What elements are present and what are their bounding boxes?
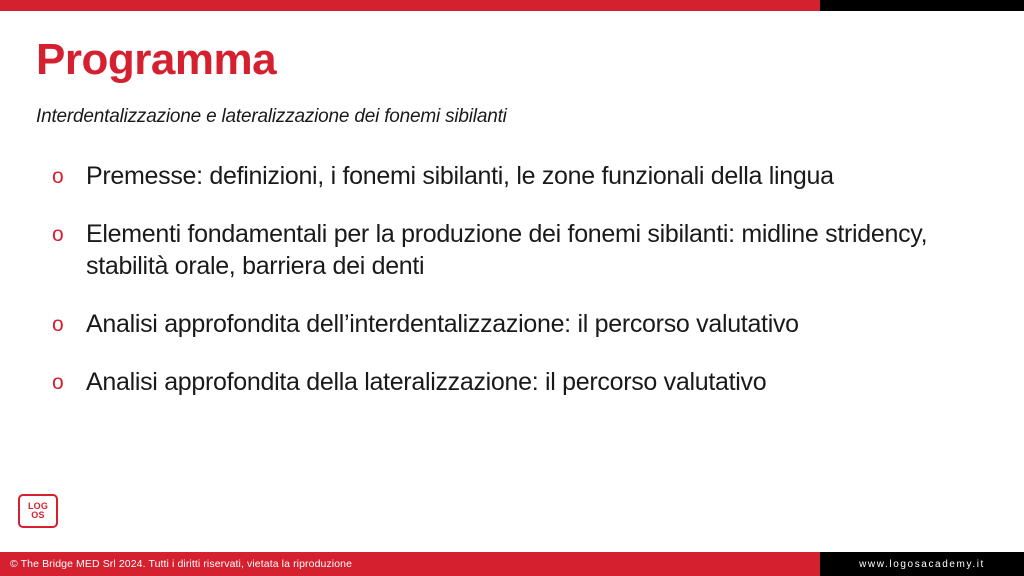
bullet-marker-icon: o [52, 223, 64, 246]
bullet-marker-icon: o [52, 165, 64, 188]
logo-line-2: OS [31, 510, 45, 520]
list-item-label: Analisi approfondita dell’interdentalizzazione: il percorso valutativo [86, 310, 799, 338]
footer-copyright-text: © The Bridge MED Srl 2024. Tutti i diritti riservati, vietata la riproduzione [10, 558, 353, 570]
page-subtitle: Interdentalizzazione e lateralizzazione dei fonemi sibilanti [36, 106, 507, 127]
top-bar-red-segment [0, 0, 820, 11]
list-item [52, 218, 992, 282]
logos-logo [18, 494, 62, 530]
bullet-list [52, 160, 992, 424]
list-item-label: Elementi fondamentali per la produzione dei fonemi sibilanti: midline stridency, stabilità orale, barriera dei denti [86, 220, 928, 280]
footer-website-text: www.logosacademy.it [859, 558, 985, 570]
logo-line-1: LOG [27, 501, 49, 511]
list-item [52, 308, 992, 340]
bullet-marker-icon: o [52, 371, 64, 394]
footer-website-area [820, 552, 1024, 576]
logo-box [18, 494, 58, 528]
list-item [52, 160, 992, 192]
bullet-marker-icon: o [52, 313, 64, 336]
top-decorative-bar [0, 0, 1024, 11]
list-item-label: Analisi approfondita della lateralizzazione: il percorso valutativo [86, 368, 767, 396]
top-bar-black-segment [820, 0, 1024, 11]
footer-copyright-area [0, 552, 820, 576]
list-item-label: Premesse: definizioni, i fonemi sibilanti, le zone funzionali della lingua [86, 162, 834, 190]
footer-bar [0, 552, 1024, 576]
list-item [52, 366, 992, 398]
page-title: Programma [36, 35, 277, 84]
